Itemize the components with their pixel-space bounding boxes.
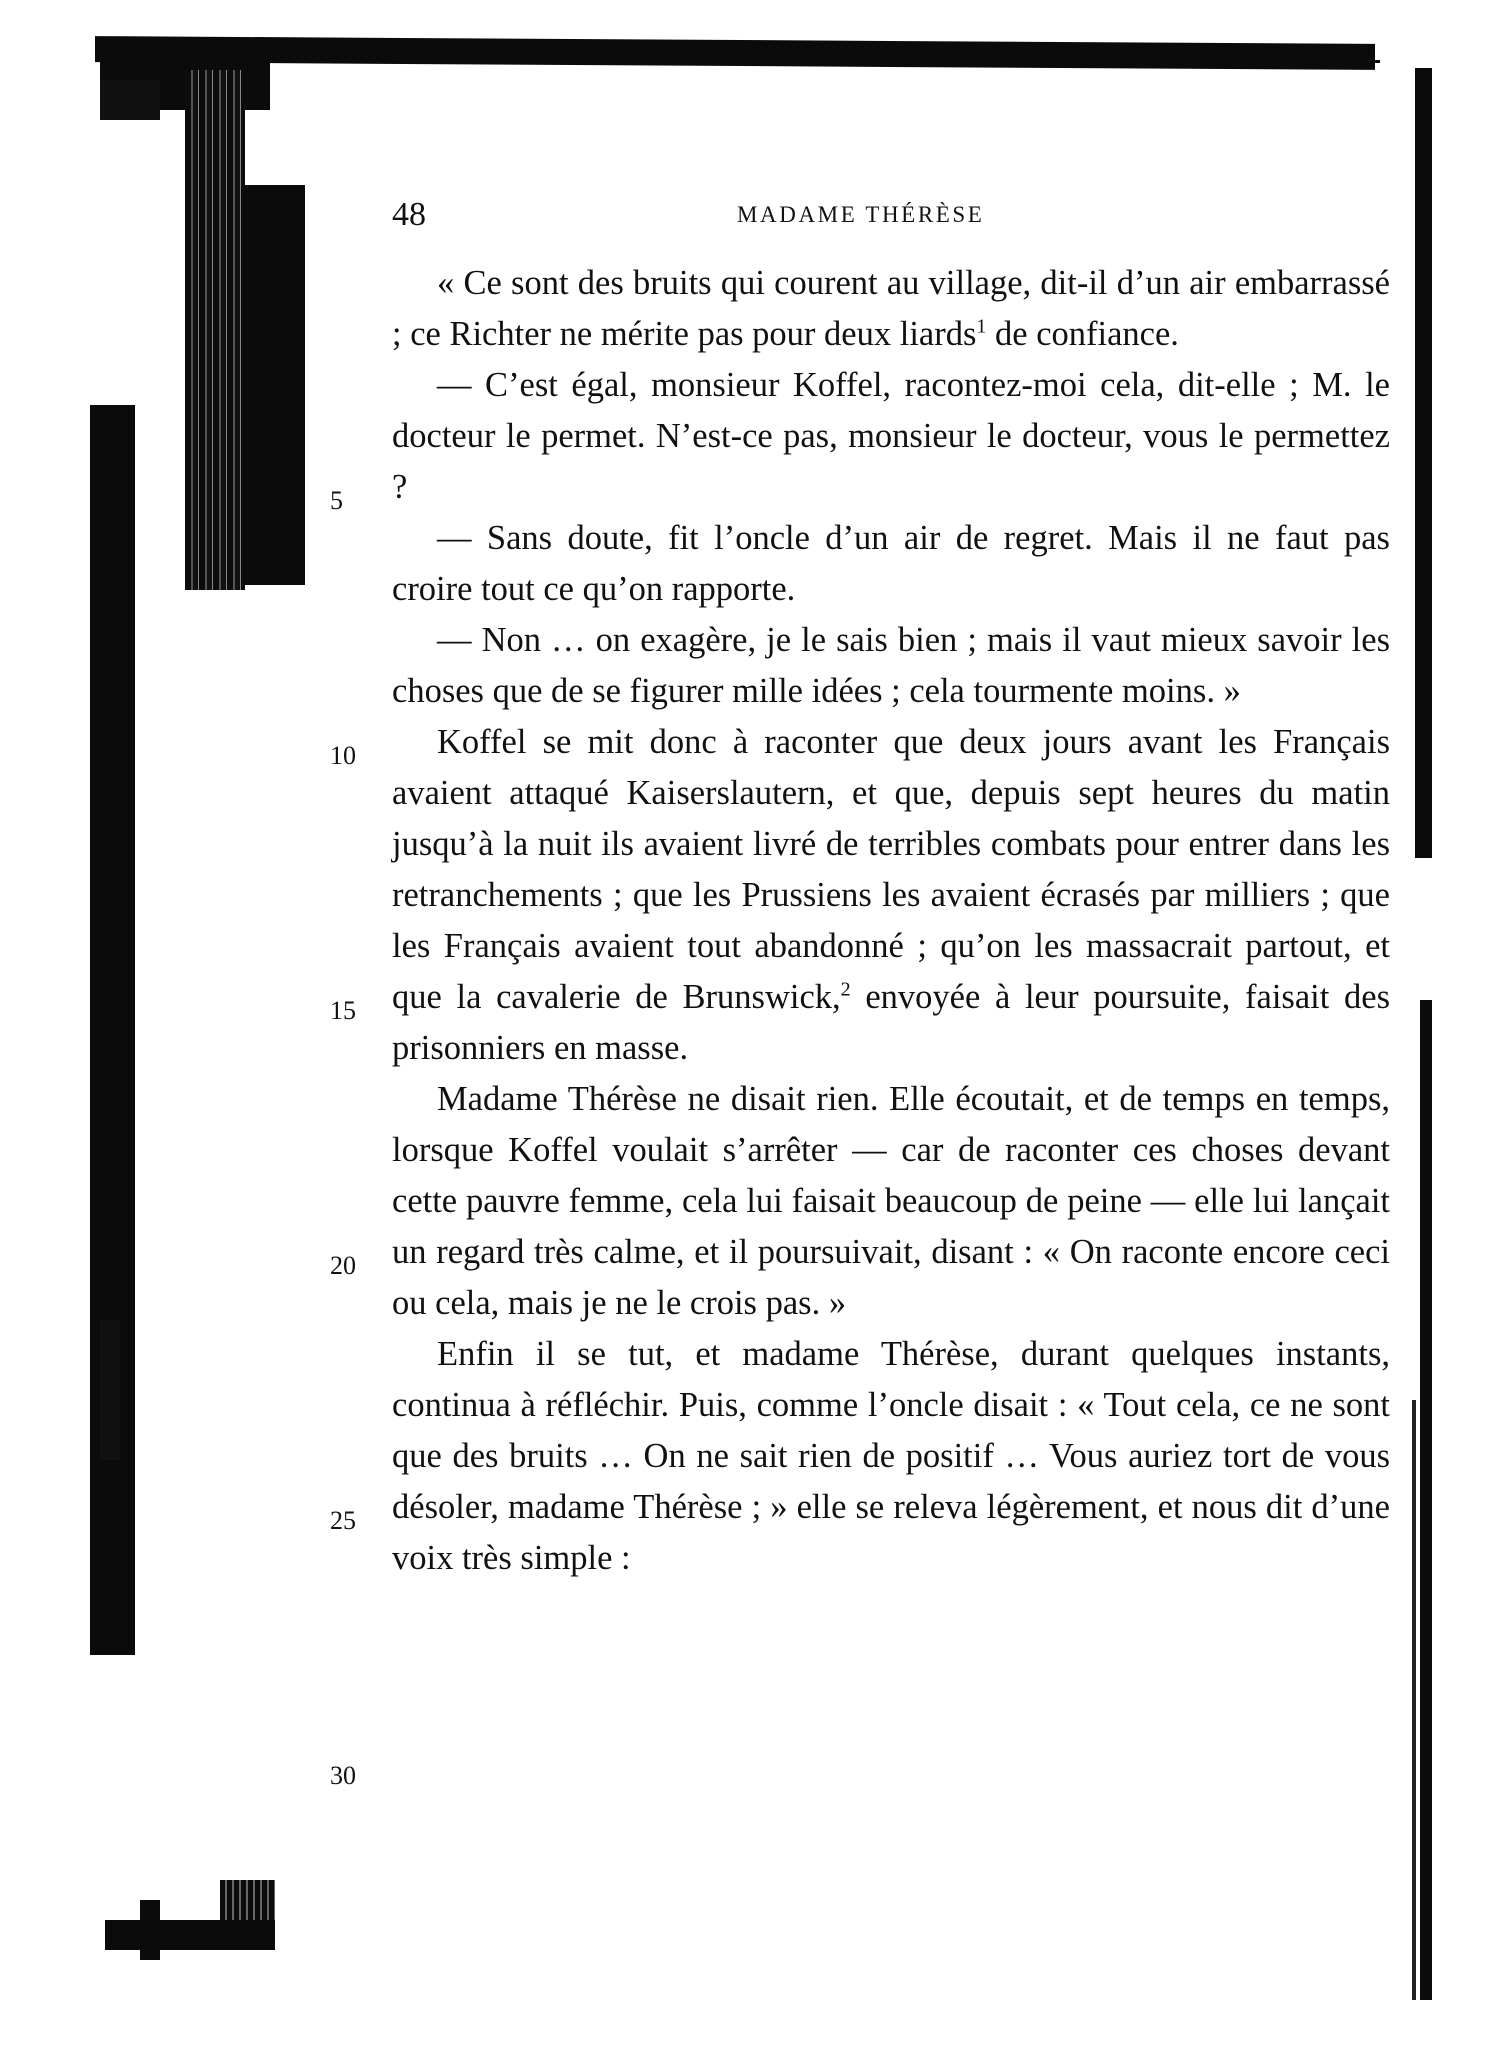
paragraph: « Ce sont des bruits qui courent au village, dit-il d’un air embarrassé ; ce Richter ne mérite pas pour deux liards$^1$ de confiance. — [392, 264, 1390, 353]
line-number: 5 — [330, 486, 343, 515]
scan-border-left-streaks — [185, 70, 245, 590]
footnote-marker: 1 — [976, 315, 987, 338]
line-number: 30 — [330, 1761, 356, 1790]
line-number: 20 — [330, 1251, 356, 1280]
line-number: 10 — [330, 741, 356, 770]
paragraph: — C’est égal, monsieur Koffel, racontez-moi cela, dit-elle ; M. le docteur le permet. N’est-ce pas, monsieur le docteur, vous le permettez ? — [392, 366, 1390, 506]
paragraph: Enfin il se tut, et madame Thérèse, durant quelques instants, continua à réfléchir. Puis, comme l’oncle disait : « Tout cela, ce ne sont que des bruits … On ne sait rien de positif … Vous auriez tort de vous désoler, madame Thérèse ; » elle se releva légèrement, et nous dit d’une voix très simple : — [392, 1335, 1390, 1577]
paragraph: — Sans doute, fit l’oncle d’un air de regret. Mais il ne faut pas croire tout ce qu’on rapporte. — [392, 519, 1390, 608]
body-text — [392, 258, 1390, 1584]
scan-border-left-block — [245, 185, 305, 585]
line-number-margin — [330, 0, 390, 2066]
line-number: 25 — [330, 1506, 356, 1535]
scan-border-left-bottom — [105, 1920, 275, 1950]
line-number: 15 — [330, 996, 356, 1025]
paragraph: Madame Thérèse ne disait rien. Elle écoutait, et de temps en temps, lorsque Koffel voulait s’arrêter — car de raconter ces choses devant cette pauvre femme, cela lui faisait beaucoup de peine — elle lui lançait un regard très calme, et il poursuivait, disant : « On raconte encore ceci ou cela, mais je ne le crois pas. » — [392, 1080, 1390, 1322]
scan-border-right-bottom — [1420, 1000, 1432, 2000]
paragraph: Koffel se mit donc à raconter que deux jours avant les Français avaient attaqué Kaiserslautern, et que, depuis sept heures du matin jusqu’à la nuit ils avaient livré de terribles combats pour entrer dans les retranchements ; que les Prussiens les avaient écrasés par milliers ; que les Français avaient tout abandonné ; qu’on les massacrait partout, et que la cavalerie de Brunswick,$^2$ envoyée à leur poursuite, faisait des prisonniers en masse. — [392, 723, 1390, 1067]
running-head — [392, 190, 1392, 240]
footnote-marker: 2 — [840, 978, 851, 1001]
scan-border-left-mark-2 — [100, 1320, 120, 1460]
running-title: MADAME THÉRÈSE — [737, 202, 985, 227]
scan-border-left-edge — [90, 405, 135, 1655]
paragraph: — Non … on exagère, je le sais bien ; mais il vaut mieux savoir les choses que de se figurer mille idées ; cela tourmente moins. » — [392, 621, 1390, 710]
scan-border-right-line — [1412, 1400, 1416, 2000]
scan-border-left-mark — [100, 80, 160, 120]
scan-border-right-top — [1415, 68, 1432, 858]
page-number: 48 — [392, 196, 426, 233]
scan-border-top — [95, 36, 1375, 70]
